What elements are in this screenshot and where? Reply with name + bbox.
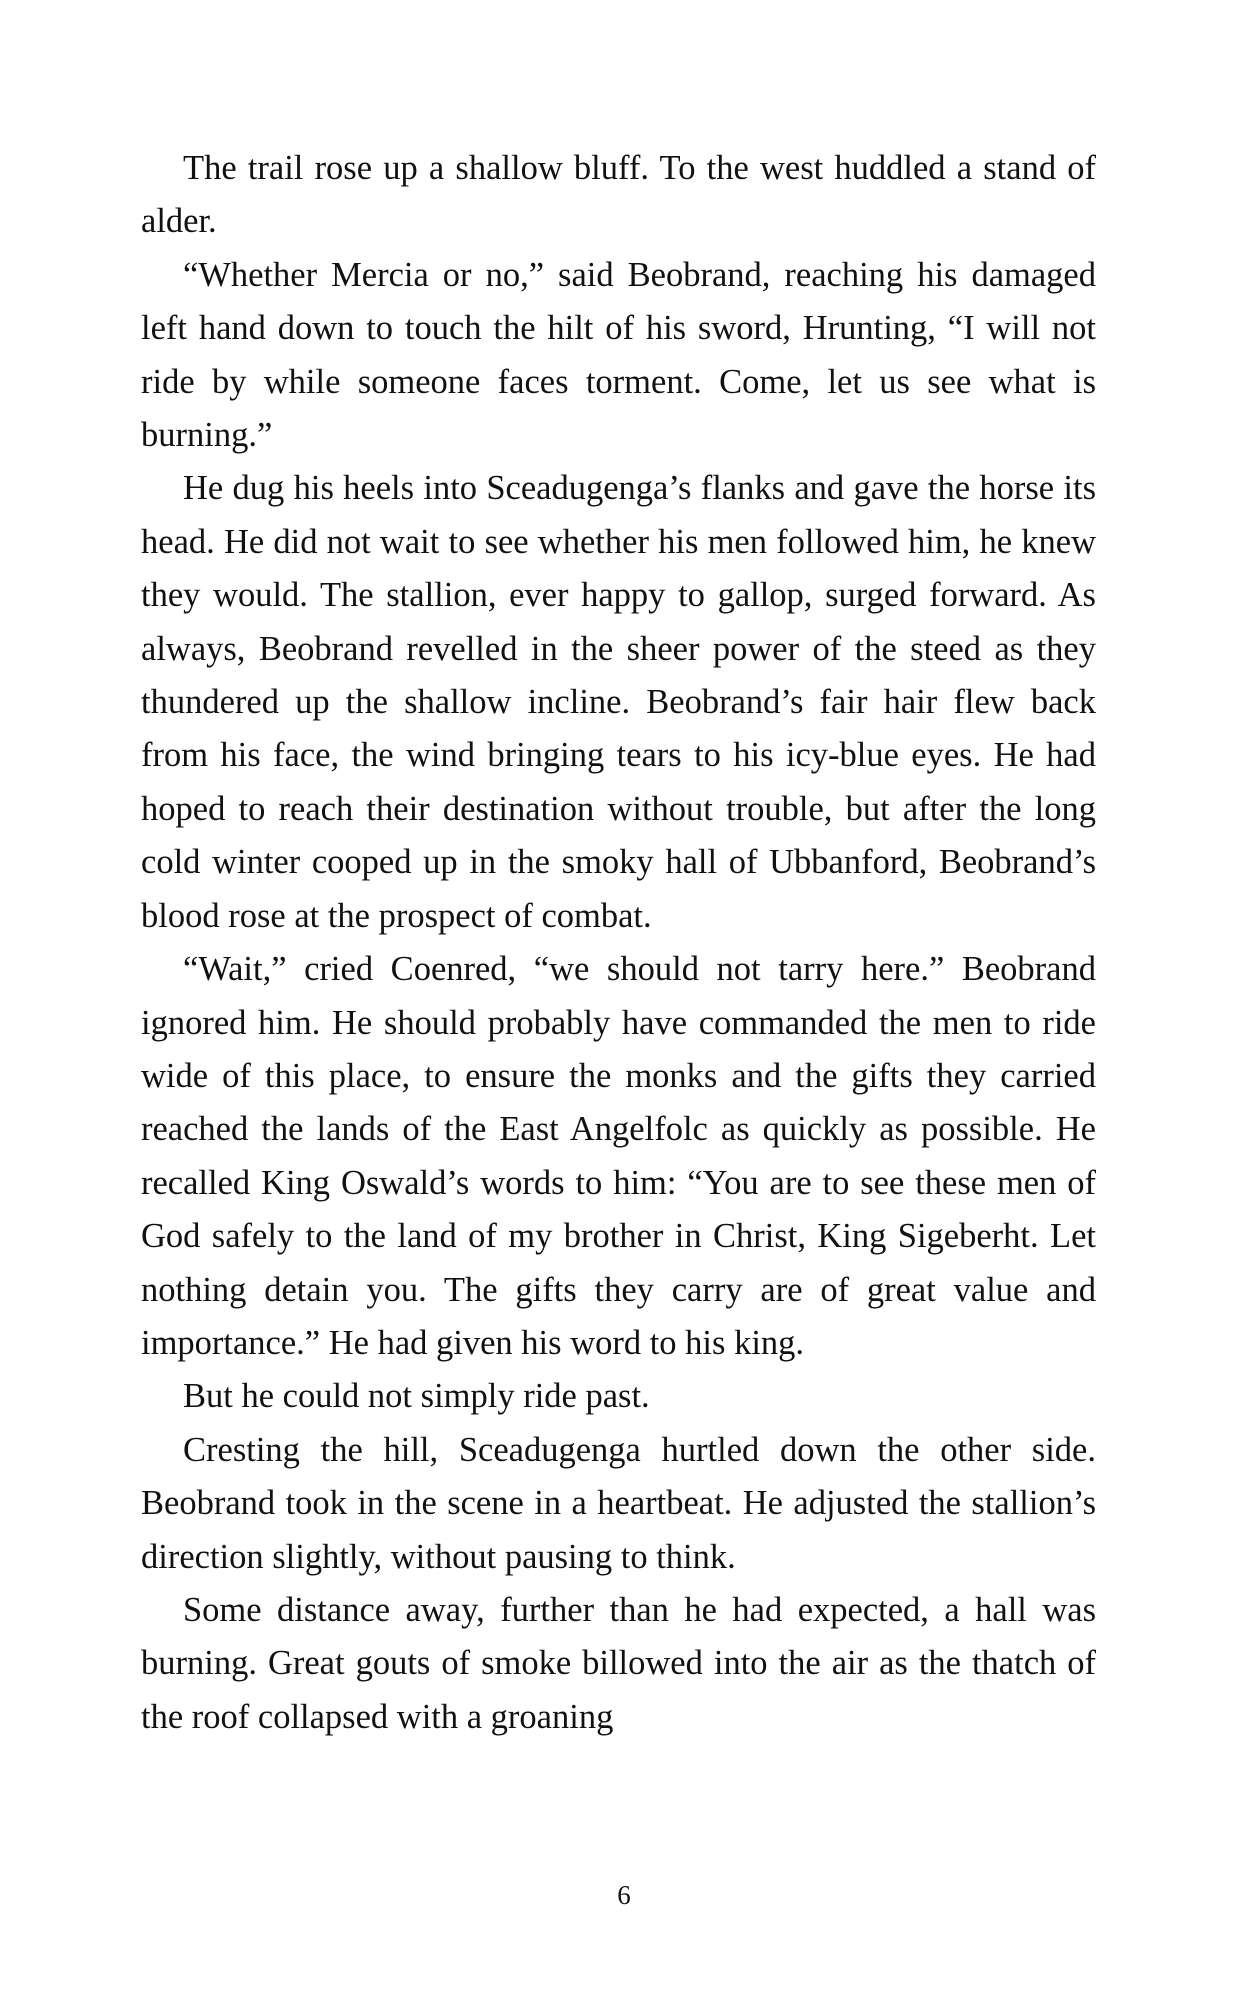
paragraph: Cresting the hill, Sceadugenga hurtled down the other side. Beobrand took in the scene in a heartbeat. He adjusted the stallion’s direction slightly, without pausing to think.	[141, 1430, 1096, 1576]
paragraph: The trail rose up a shallow bluff. To the west huddled a stand of alder.	[141, 149, 1096, 241]
body-text	[141, 142, 1096, 1744]
paragraph: But he could not simply ride past.	[183, 1377, 650, 1416]
paragraph: “Whether Mercia or no,” said Beobrand, reaching his damaged left hand down to touch the hilt of his sword, Hrunting, “I will not ride by while someone faces torment. Come, let us see what is burning.”	[141, 255, 1096, 455]
paragraph: He dug his heels into Sceadugenga’s flanks and gave the horse its head. He did not wait to see whether his men followed him, he knew they would. The stallion, ever happy to gallop, surged forward. As always, Beobrand revelled in the sheer power of the steed as they thundered up the shallow incline. Beobrand’s fair hair flew back from his face, the wind bringing tears to his icy-blue eyes. He had hoped to reach their destination without trouble, but after the long cold winter cooped up in the smoky hall of Ubbanford, Beobrand’s blood rose at the prospect of combat.	[141, 469, 1096, 935]
paragraph: “Wait,” cried Coenred, “we should not tarry here.” Beobrand ignored him. He should probably have commanded the men to ride wide of this place, to ensure the monks and the gifts they carried reached the lands of the East Angelfolc as quickly as possible. He recalled King Oswald’s words to him: “You are to see these men of God safely to the land of my brother in Christ, King Sigeberht. Let nothing detain you. The gifts they carry are of great value and importance.” He had given his word to his king.	[141, 950, 1096, 1362]
page-number: 6	[617, 1880, 631, 1910]
paragraph: Some distance away, further than he had expected, a hall was burning. Great gouts of smoke billowed into the air as the thatch of the roof collapsed with a groaning	[141, 1590, 1096, 1736]
